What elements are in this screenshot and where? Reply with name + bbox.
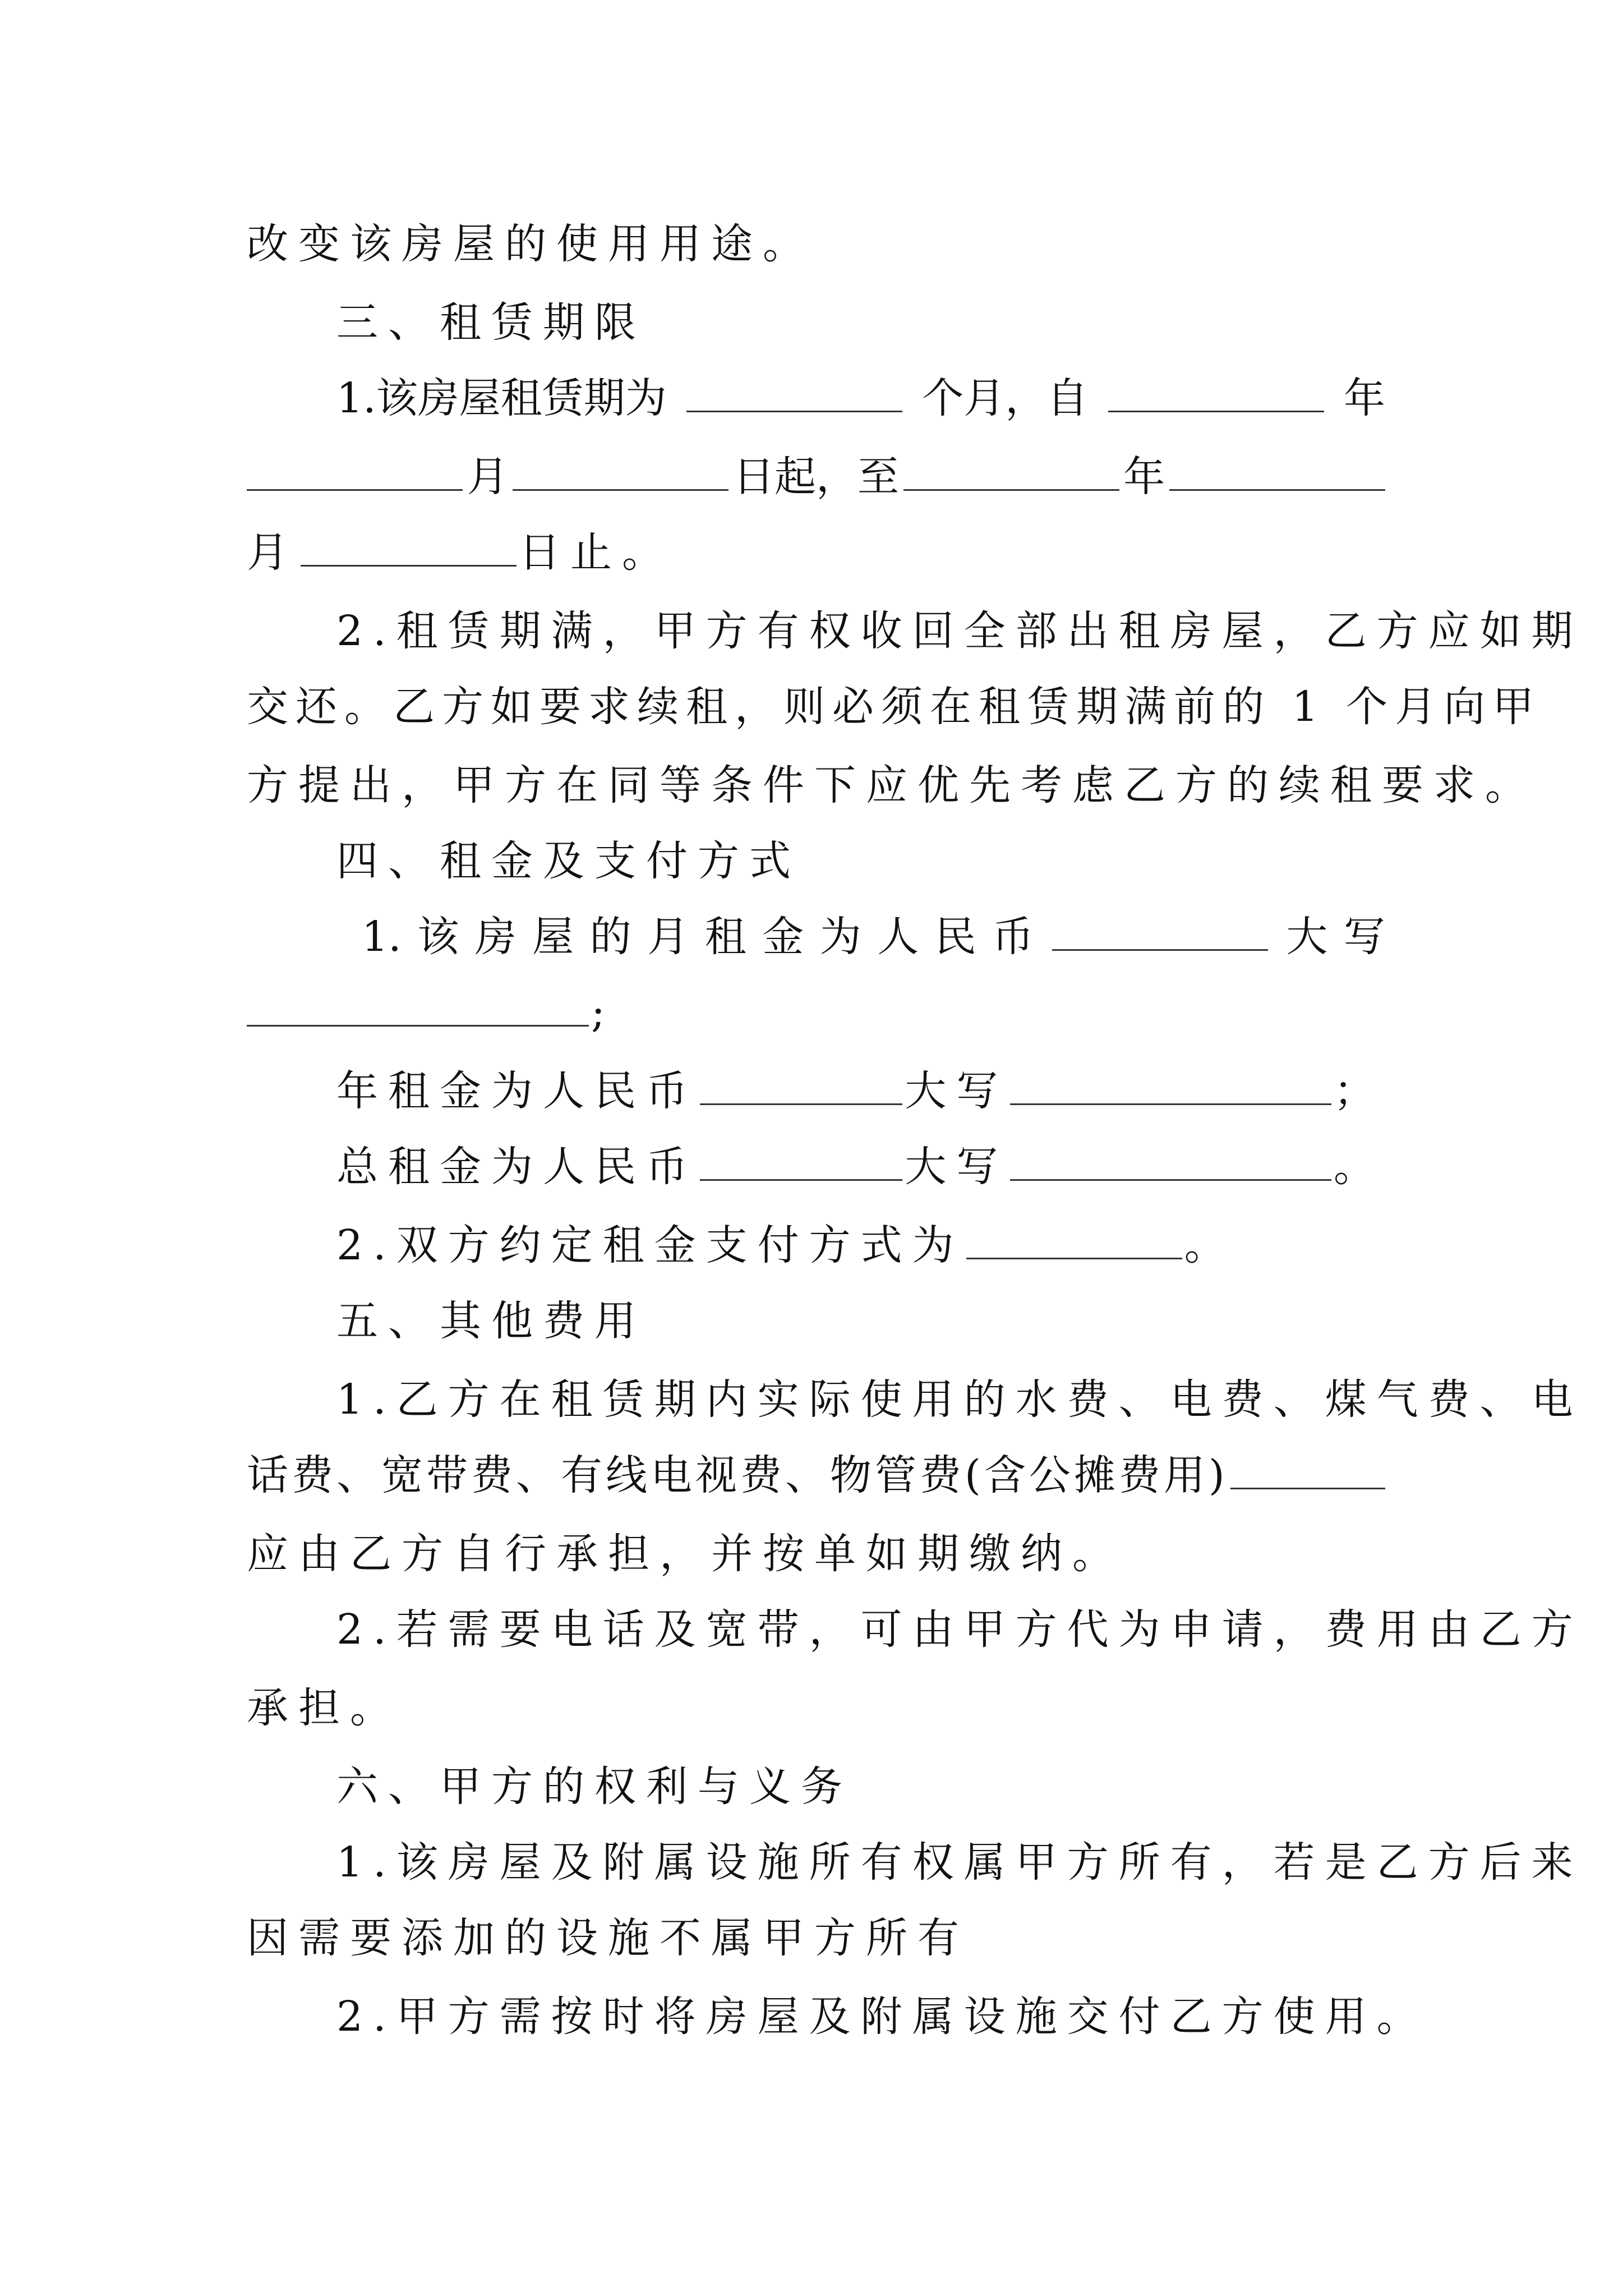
text-segment: 。 bbox=[1184, 1221, 1236, 1269]
text-line bbox=[247, 213, 1385, 275]
paragraph-text: 1.乙方在租赁期内实际使用的水费、电费、煤气费、电 bbox=[336, 1375, 1583, 1424]
end-month-blank[interactable] bbox=[1169, 450, 1385, 491]
paragraph-text: 改变该房屋的使用用途。 bbox=[247, 220, 814, 268]
text-char: 月 bbox=[647, 913, 689, 961]
lease-period-line bbox=[247, 522, 1385, 583]
text-line bbox=[247, 1677, 1385, 1739]
text-segment: 日止。 bbox=[519, 528, 674, 577]
text-segment: 1.该房屋租赁期为 bbox=[336, 374, 667, 422]
text-char: 屋 bbox=[532, 913, 574, 961]
section-heading bbox=[336, 830, 1385, 892]
payment-method-line bbox=[336, 1214, 1385, 1276]
heading-text: 六、甲方的权利与义务 bbox=[336, 1763, 852, 1811]
text-line bbox=[336, 1986, 1428, 2047]
text-segment: ; bbox=[591, 988, 615, 1037]
text-char: 人 bbox=[877, 913, 919, 961]
text-line bbox=[336, 1832, 1583, 1893]
text-char: 金 bbox=[762, 913, 804, 961]
text-segment: 月 bbox=[467, 453, 509, 501]
monthly-rent-blank[interactable] bbox=[1052, 910, 1268, 951]
total-rent-words-blank[interactable] bbox=[1010, 1140, 1331, 1181]
paragraph-text: 1.该房屋及附属设施所有权属甲方所有，若是乙方后来 bbox=[336, 1838, 1583, 1887]
section-heading bbox=[336, 1290, 1385, 1352]
section-heading bbox=[336, 292, 1385, 353]
start-month-blank[interactable] bbox=[247, 450, 463, 491]
text-line bbox=[247, 1444, 1385, 1506]
text-line bbox=[247, 754, 1537, 816]
text-segment: 大写 bbox=[905, 1143, 1008, 1191]
text-char: 写 bbox=[1343, 913, 1385, 961]
text-line bbox=[336, 1599, 1583, 1660]
annual-rent-blank[interactable] bbox=[700, 1064, 902, 1105]
text-char: 房 bbox=[474, 913, 517, 961]
heading-text: 五、其他费用 bbox=[336, 1297, 646, 1345]
annual-rent-words-blank[interactable] bbox=[1010, 1064, 1331, 1105]
monthly-rent-line bbox=[247, 982, 1385, 1043]
payment-method-blank[interactable] bbox=[966, 1218, 1182, 1259]
text-segment: 日起，至 bbox=[732, 453, 899, 501]
end-year-blank[interactable] bbox=[903, 450, 1119, 491]
text-segment: 大写 bbox=[905, 1067, 1008, 1115]
paragraph-text: 交还。乙方如要求续租，则必须在租赁期满前的 1 个月向甲 bbox=[247, 683, 1542, 731]
lease-period-line bbox=[336, 367, 1385, 429]
paragraph-text: 2.若需要电话及宽带，可由甲方代为申请，费用由乙方 bbox=[336, 1605, 1583, 1654]
text-line bbox=[247, 676, 1542, 738]
monthly-rent-words-blank[interactable] bbox=[247, 986, 589, 1027]
paragraph-text: 话费、宽带费、有线电视费、物管费(含公摊费用) bbox=[247, 1451, 1228, 1499]
paragraph-text: 2.租赁期满，甲方有权收回全部出租房屋，乙方应如期 bbox=[336, 607, 1583, 655]
text-char: 民 bbox=[934, 913, 976, 961]
total-rent-line bbox=[336, 1136, 1385, 1198]
text-char: 租 bbox=[704, 913, 746, 961]
text-char: 该 bbox=[417, 913, 459, 961]
text-segment: 年 bbox=[1343, 374, 1385, 422]
text-segment: 总租金为人民币 bbox=[336, 1143, 698, 1191]
text-segment: 月 bbox=[247, 528, 298, 577]
fees-blank[interactable] bbox=[1230, 1448, 1385, 1489]
monthly-rent-line bbox=[362, 906, 1385, 968]
text-char: 为 bbox=[819, 913, 861, 961]
section-heading bbox=[336, 1756, 1385, 1818]
start-year-blank[interactable] bbox=[1108, 371, 1324, 412]
months-blank[interactable] bbox=[686, 371, 902, 412]
text-line bbox=[247, 1907, 1385, 1969]
text-segment: ； bbox=[1334, 1067, 1385, 1115]
paragraph-text: 因需要添加的设施不属甲方所有 bbox=[247, 1914, 969, 1962]
paragraph-text: 方提出，甲方在同等条件下应优先考虑乙方的续租要求。 bbox=[247, 761, 1537, 809]
text-segment: 年租金为人民币 bbox=[336, 1067, 698, 1115]
start-day-blank[interactable] bbox=[513, 450, 728, 491]
paragraph-text: 2.甲方需按时将房屋及附属设施交付乙方使用。 bbox=[336, 1993, 1428, 2041]
heading-text: 四、租金及支付方式 bbox=[336, 837, 801, 885]
text-segment: 。 bbox=[1334, 1143, 1385, 1191]
paragraph-text: 承担。 bbox=[247, 1684, 402, 1732]
paragraph-text: 应由乙方自行承担，并按单如期缴纳。 bbox=[247, 1530, 1124, 1578]
annual-rent-line bbox=[336, 1060, 1385, 1122]
text-line bbox=[336, 1369, 1583, 1430]
text-segment: 个月，自 bbox=[922, 374, 1089, 422]
total-rent-blank[interactable] bbox=[700, 1140, 902, 1181]
text-line bbox=[336, 600, 1583, 662]
text-segment: 2.双方约定租金支付方式为 bbox=[336, 1221, 964, 1269]
end-day-blank[interactable] bbox=[301, 526, 517, 567]
text-char: 1. bbox=[362, 913, 402, 961]
text-line bbox=[247, 1523, 1385, 1585]
text-char: 大 bbox=[1286, 913, 1328, 961]
text-char: 的 bbox=[589, 913, 631, 961]
text-char: 币 bbox=[992, 913, 1034, 961]
heading-text: 三、租赁期限 bbox=[336, 298, 646, 347]
text-segment: 年 bbox=[1123, 453, 1165, 501]
lease-period-line bbox=[247, 446, 1385, 508]
